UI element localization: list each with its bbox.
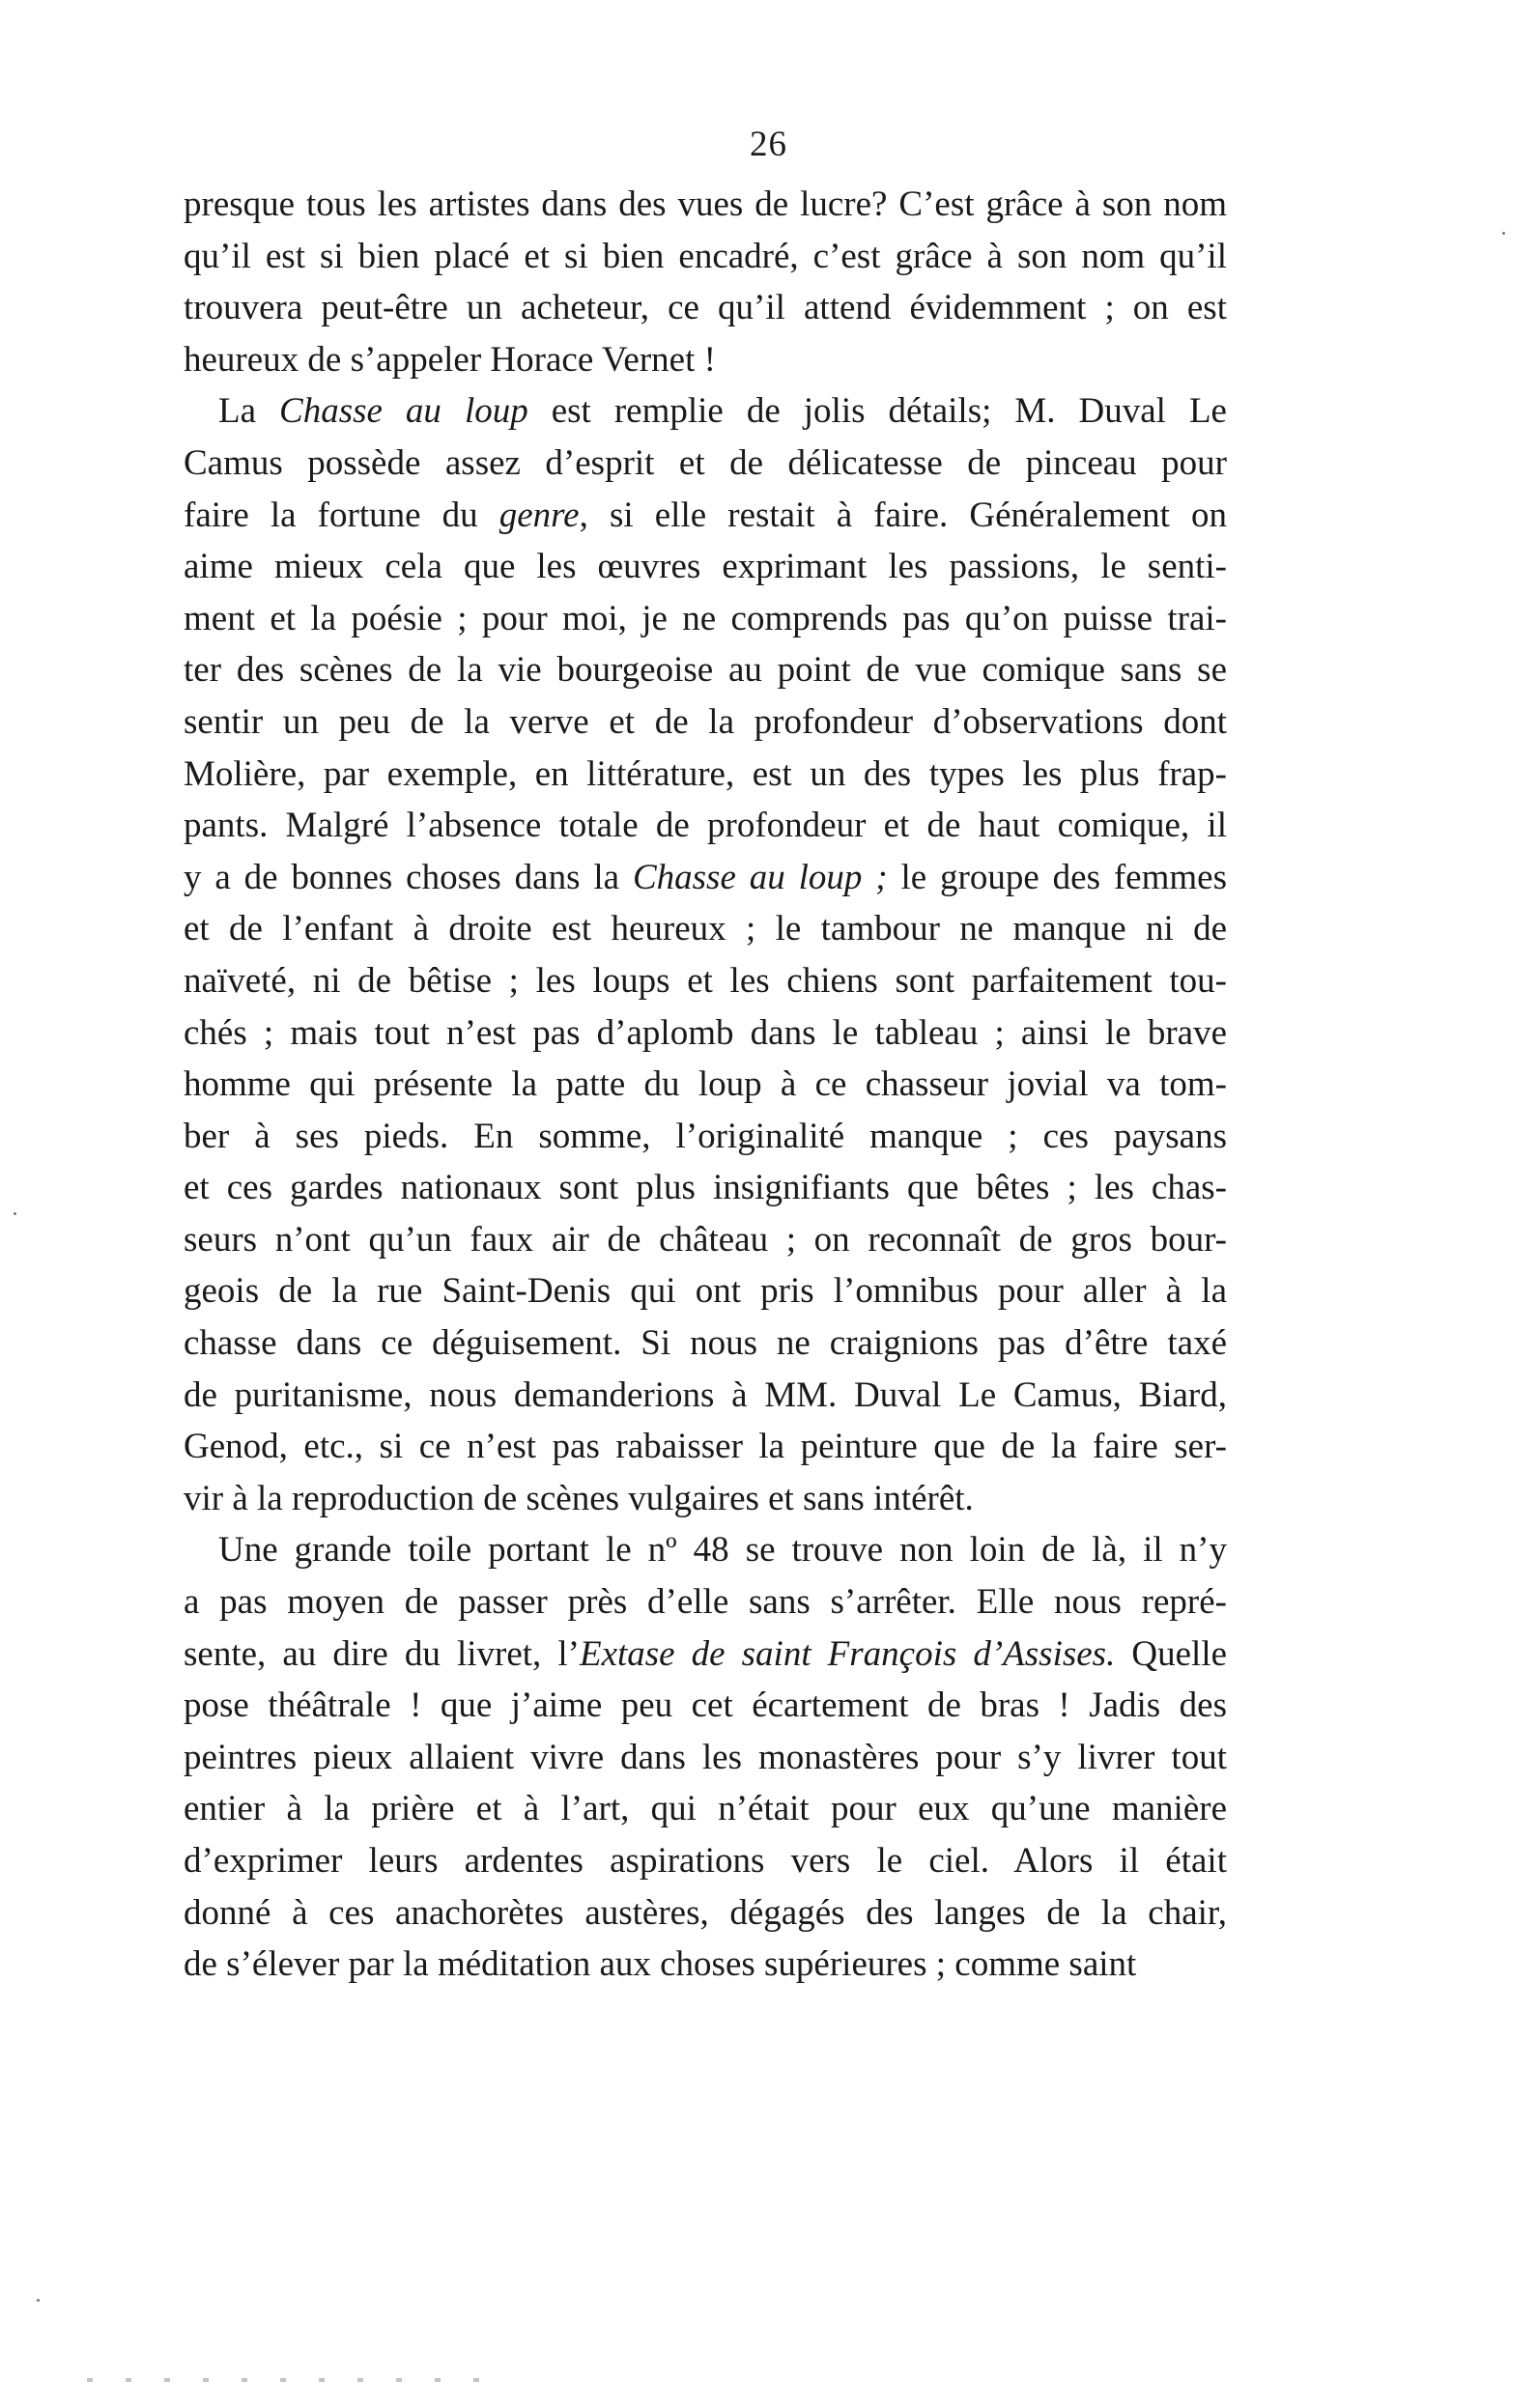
text-line: ter des scènes de la vie bourgeoise au point de vue comique sans se bbox=[184, 650, 1227, 691]
text-line: aime mieux cela que les œuvres exprimant les passions, le senti- bbox=[184, 547, 1227, 587]
text-line: ber à ses pieds. En somme, l’originalité manque ; ces paysans bbox=[184, 1116, 1227, 1156]
text-line: pose théâtrale ! que j’aime peu cet écartement de bras ! Jadis des bbox=[184, 1686, 1227, 1726]
page-number: 26 bbox=[750, 125, 787, 164]
text-line: qu’il est si bien placé et si bien encadré, c’est grâce à son nom qu’il bbox=[184, 236, 1227, 276]
scan-artifact bbox=[87, 2378, 493, 2382]
text-line: vir à la reproduction de scènes vulgaires et sans intérêt. bbox=[184, 1478, 974, 1518]
paper-speck bbox=[14, 1212, 16, 1215]
text-line: a pas moyen de passer près d’elle sans s’arrêter. Elle nous repré- bbox=[184, 1582, 1227, 1623]
text-line: Molière, par exemple, en littérature, est un des types les plus frap- bbox=[184, 753, 1227, 794]
text-line: faire la fortune du genre, si elle restait à faire. Généralement on bbox=[184, 495, 1227, 535]
text-line: y a de bonnes choses dans la Chasse au loup ; le groupe des femmes bbox=[184, 857, 1227, 897]
text-line: pants. Malgré l’absence totale de profondeur et de haut comique, il bbox=[184, 806, 1227, 846]
text-line: sentir un peu de la verve et de la profondeur d’observations dont bbox=[184, 701, 1227, 742]
text-line: Une grande toile portant le nº 48 se trouve non loin de là, il n’y bbox=[218, 1530, 1227, 1571]
text-line: chasse dans ce déguisement. Si nous ne craignions pas d’être taxé bbox=[184, 1323, 1227, 1364]
text-line: et ces gardes nationaux sont plus insignifiants que bêtes ; les chas- bbox=[184, 1168, 1227, 1208]
text-line: ment et la poésie ; pour moi, je ne comprends pas qu’on puisse trai- bbox=[184, 598, 1227, 638]
text-line: de s’élever par la méditation aux choses supérieures ; comme saint bbox=[184, 1944, 1137, 1985]
paragraph bbox=[184, 385, 1227, 1524]
paper-speck bbox=[1502, 232, 1505, 235]
paper-speck bbox=[37, 2299, 40, 2302]
text-line: presque tous les artistes dans des vues de lucre? C’est grâce à son nom bbox=[184, 184, 1227, 224]
text-line: entier à la prière et à l’art, qui n’était pour eux qu’une manière bbox=[184, 1789, 1227, 1829]
text-line: Camus possède assez d’esprit et de délicatesse de pinceau pour bbox=[184, 442, 1227, 483]
body-text bbox=[184, 179, 1227, 1991]
text-line: heureux de s’appeler Horace Vernet ! bbox=[184, 339, 716, 380]
text-line: et de l’enfant à droite est heureux ; le tambour ne manque ni de bbox=[184, 909, 1227, 949]
text-line: homme qui présente la patte du loup à ce chasseur jovial va tom- bbox=[184, 1064, 1227, 1105]
text-line: naïveté, ni de bêtise ; les loups et les chiens sont parfaitement tou- bbox=[184, 960, 1227, 1001]
text-line: Genod, etc., si ce n’est pas rabaisser la peinture que de la faire ser- bbox=[184, 1427, 1227, 1467]
text-line: trouvera peut-être un acheteur, ce qu’il attend évidemment ; on est bbox=[184, 288, 1227, 328]
text-line: geois de la rue Saint-Denis qui ont pris l’omnibus pour aller à la bbox=[184, 1271, 1227, 1312]
text-line: donné à ces anachorètes austères, dégagés des langes de la chair, bbox=[184, 1892, 1227, 1933]
text-line: d’exprimer leurs ardentes aspirations vers le ciel. Alors il était bbox=[184, 1841, 1227, 1881]
paragraph bbox=[184, 179, 1227, 385]
text-line: de puritanisme, nous demanderions à MM. Duval Le Camus, Biard, bbox=[184, 1374, 1227, 1415]
text-line: seurs n’ont qu’un faux air de château ; on reconnaît de gros bour- bbox=[184, 1219, 1227, 1260]
text-line: La Chasse au loup est remplie de jolis détails; M. Duval Le bbox=[218, 391, 1227, 432]
text-line: chés ; mais tout n’est pas d’aplomb dans le tableau ; ainsi le brave bbox=[184, 1012, 1227, 1053]
text-line: sente, au dire du livret, l’Extase de saint François d’Assises. Quelle bbox=[184, 1633, 1228, 1674]
paragraph bbox=[184, 1524, 1227, 1990]
text-line: peintres pieux allaient vivre dans les monastères pour s’y livrer tout bbox=[184, 1737, 1227, 1777]
